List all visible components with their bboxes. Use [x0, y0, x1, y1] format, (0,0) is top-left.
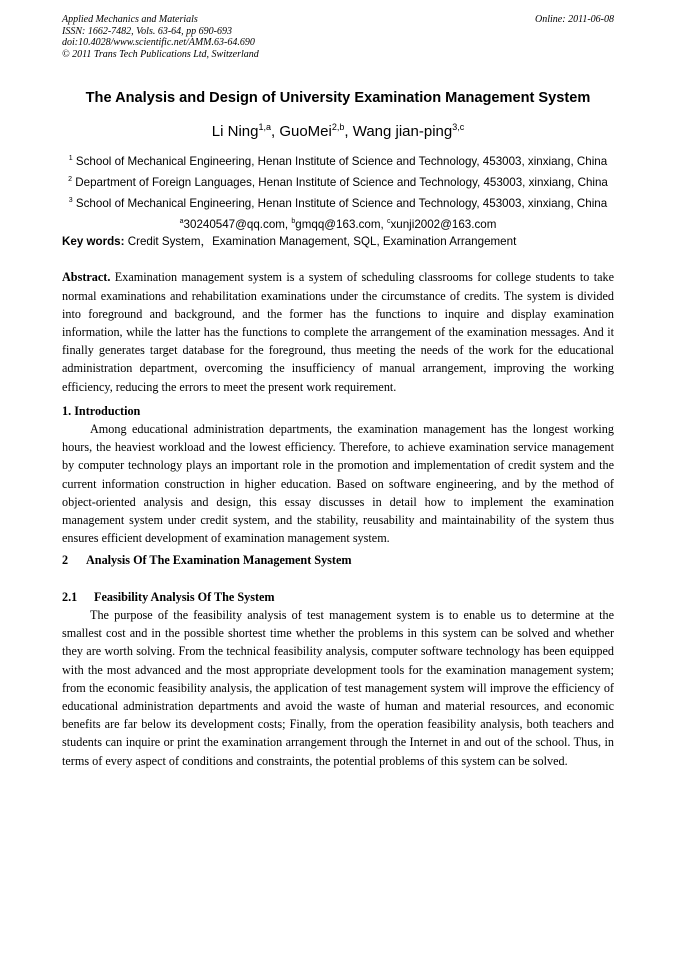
keywords-label: Key words:: [62, 235, 125, 249]
introduction-paragraph: Among educational administration departments, the examination management has the longest working hours, the heaviest workload and the lowest efficiency. Therefore, to achieve examination service management by computer technology plays an important role in the promotion and implementation of credit system and the current information construction in higher education. Based on software engineering, and by the method of object-oriented analysis and design, this essay discusses in detail how to implement the examination management system under credit system, and the stability, reusability and maintainability of the system thus ensures efficient development of examination management system.: [62, 422, 614, 546]
affiliations: [62, 150, 614, 213]
email-sup: c: [386, 217, 391, 225]
journal-header: [62, 14, 614, 60]
email-address[interactable]: xunji2002@163.com: [390, 217, 497, 231]
email-sup: a: [179, 217, 184, 225]
email-line: $^a$30240547@qq.com, $^b$gmqq@163.com, $^c$xunji2002@163.com: [179, 217, 497, 231]
section-heading-analysis: [62, 551, 614, 569]
author-name: GuoMei: [279, 123, 332, 140]
subsection-title: Feasibility Analysis Of The System: [94, 589, 275, 604]
affiliation-text: School of Mechanical Engineering, Henan Institute of Science and Technology, 453003, xinxiang, China: [75, 154, 608, 168]
copyright-line: © 2011 Trans Tech Publications Ltd, Switzerland: [62, 48, 259, 60]
affiliation-number: 3: [68, 196, 73, 204]
issn-line: ISSN: 1662-7482, Vols. 63-64, pp 690-693: [62, 25, 232, 37]
journal-name: Applied Mechanics and Materials: [62, 14, 198, 25]
affiliation-number: 2: [68, 175, 73, 183]
subsection-number: 2.1: [62, 589, 78, 604]
affiliation-text: Department of Foreign Languages, Henan Institute of Science and Technology, 453003, xinxiang, China: [75, 175, 608, 189]
author-name: Li Ning: [211, 123, 259, 140]
affiliation-item: [62, 171, 614, 192]
affiliation-text: School of Mechanical Engineering, Henan Institute of Science and Technology, 453003, xinxiang, China: [75, 196, 608, 210]
paper-title: The Analysis and Design of University Examination Management System: [85, 90, 591, 106]
email-address[interactable]: gmqq@163.com: [295, 217, 381, 231]
email-sup: b: [291, 217, 296, 225]
author-separator: ,: [270, 123, 280, 140]
abstract-paragraph: [62, 268, 614, 395]
subsection-heading-feasibility: [62, 588, 614, 606]
keywords-text: Credit System，Examination Management, SQL, Examination Arrangement: [124, 235, 517, 249]
author-name: Wang jian-ping: [352, 123, 453, 140]
author-sup: 2,b: [331, 122, 345, 132]
keywords-line: [62, 233, 614, 251]
author-list: [62, 122, 614, 140]
author-separator: ,: [344, 123, 353, 140]
feasibility-paragraph: The purpose of the feasibility analysis of test management system is to enable us to determine at the smallest cost and in the possible shortest time whether the problems in this system can be solved and whether they are worth solving. From the technical feasibility analysis, computer software technology has been equipped with the most advanced and the most appropriate development tools for the examination management system; from the economic feasibility analysis, the application of test management system will improve the efficiency of educational administration departments and avoid the waste of human and material resources, and economic benefits are far below its development costs; Finally, from the operation feasibility analysis, both teachers and students can inquire or print the examination arrangement through the Internet in and out of the school. Thus, in terms of every aspect of conditions and constraints, the potential problems of this system can be solved.: [62, 607, 614, 768]
abstract-text: Examination management system is a system of scheduling classrooms for college students to take normal examinations and rehabilitation examinations under the circumstance of credits. The system is divided into foreground and background, and the former has the functions to inquire and display examination information, while the latter has the functions to complete the arrangement of the examination messages. And it finally generates target database for the foreground, thus meeting the needs of the work for the educational administration department, overcoming the insufficiency of manual arrangement, improving the working efficiency, reducing the errors to meet the present work requirement.: [62, 270, 614, 394]
online-date: Online: 2011-06-08: [535, 14, 614, 25]
affiliation-number: 1: [68, 155, 73, 162]
abstract-label: Abstract.: [62, 270, 111, 285]
paper-page: [62, 14, 614, 770]
affiliation-item: [62, 150, 614, 171]
author-sup: 1,a: [258, 122, 271, 132]
author-sup: 3,c: [452, 122, 465, 132]
doi-line: doi:10.4028/www.scientific.net/AMM.63-64.690: [62, 37, 255, 48]
section-number: 2: [62, 553, 69, 568]
section-heading-introduction: 1. Introduction: [62, 403, 141, 418]
email-address[interactable]: 30240547@qq.com: [183, 217, 285, 231]
affiliation-item: [62, 192, 614, 213]
section-title: Analysis Of The Examination Management System: [86, 553, 352, 568]
